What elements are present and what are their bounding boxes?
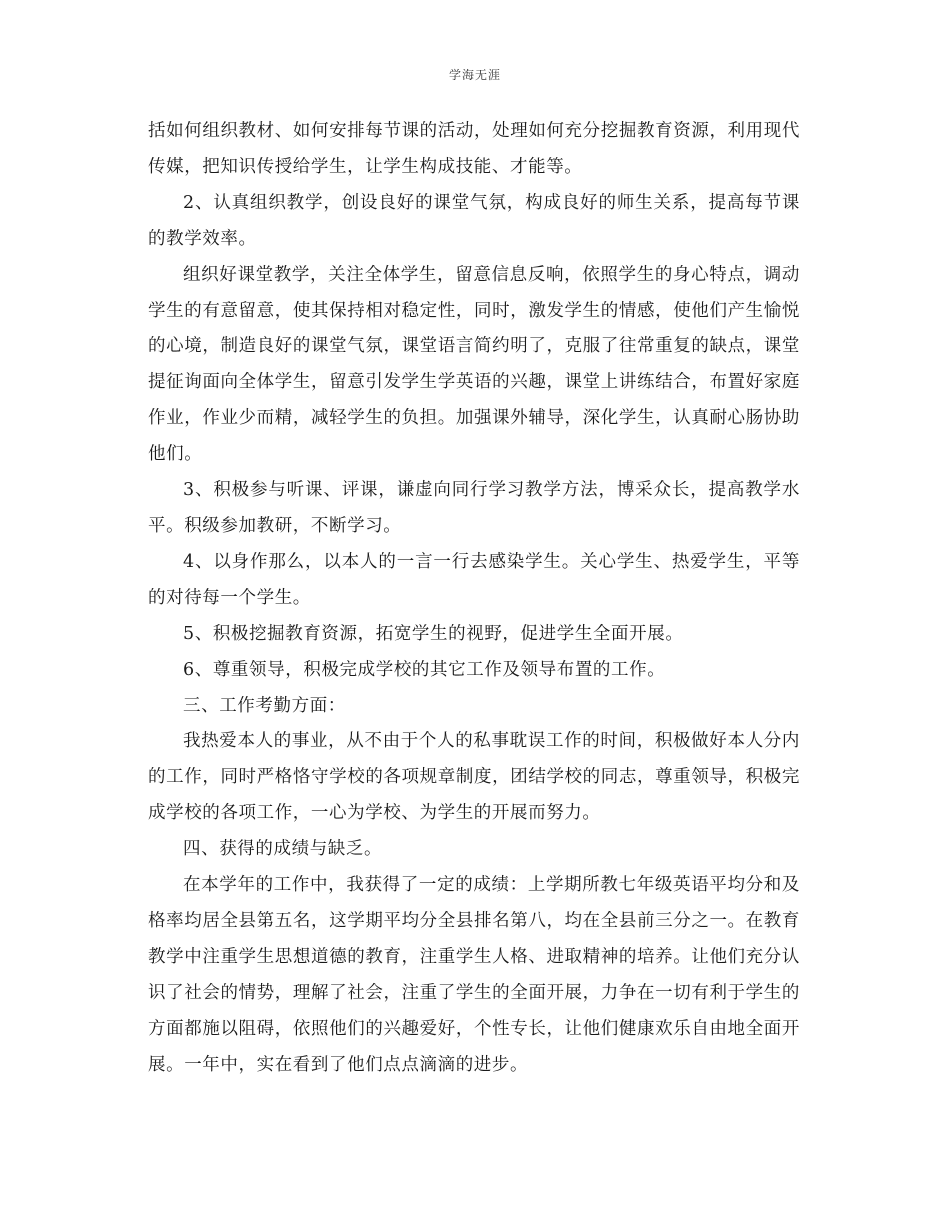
paragraph-item-4: 4、以身作那么，以本人的一言一行去感染学生。关心学生、热爱学生，平等的对待每一个学生。	[148, 551, 800, 608]
section-heading-achievements: 四、获得的成绩与缺乏。	[183, 839, 383, 860]
paragraph-item-3: 3、积极参与听课、评课，谦虚向同行学习教学方法，博采众长，提高教学水平。积级参加教研，不断学习。	[148, 480, 800, 536]
paragraph-item-6: 6、尊重领导，积极完成学校的其它工作及领导布置的工作。	[183, 659, 666, 680]
section-heading-attendance: 三、工作考勤方面：	[183, 695, 346, 716]
paragraph-classroom-teaching: 组织好课堂教学，关注全体学生，留意信息反响，依照学生的身心特点，调动学生的有意留意，使其保持相对稳定性，同时，激发学生的情感，使他们产生愉悦的心境，制造良好的课堂气氛，课堂语言简约明了，克服了往常重复的缺点，课堂提征询面向全体学生，留意引发学生学英语的兴趣，课堂上讲练结合，布置好家庭作业，作业少而精，减轻学生的负担。加强课外辅导，深化学生，认真耐心肠协助他们。	[148, 264, 800, 465]
page-header: 学海无涯	[448, 68, 501, 82]
paragraph-item-2: 2、认真组织教学，创设良好的课堂气氛，构成良好的师生关系，提高每节课的教学效率。	[148, 192, 800, 249]
paragraph-continued: 括如何组织教材、如何安排每节课的活动，处理如何充分挖掘教育资源，利用现代传媒，把知识传授给学生，让学生构成技能、才能等。	[148, 121, 800, 177]
paragraph-item-5: 5、积极挖掘教育资源，拓宽学生的视野，促进学生全面开展。	[183, 623, 684, 644]
document-body	[148, 114, 800, 1083]
paragraph-attendance: 我热爱本人的事业，从不由于个人的私事耽误工作的时间，积极做好本人分内的工作，同时严格恪守学校的各项规章制度，团结学校的同志，尊重领导，积极完成学校的各项工作，一心为学校、为学生的开展而努力。	[148, 731, 800, 824]
paragraph-achievements: 在本学年的工作中，我获得了一定的成绩：上学期所教七年级英语平均分和及格率均居全县第五名，这学期平均分全县排名第八，均在全县前三分之一。在教育教学中注重学生思想道德的教育，注重学生人格、进取精神的培养。让他们充分认识了社会的情势，理解了社会，注重了学生的全面开展，力争在一切有利于学生的方面都施以阻碍，依照他们的兴趣爱好，个性专长，让他们健康欢乐自由地全面开展。一年中，实在看到了他们点点滴滴的进步。	[148, 875, 800, 1075]
